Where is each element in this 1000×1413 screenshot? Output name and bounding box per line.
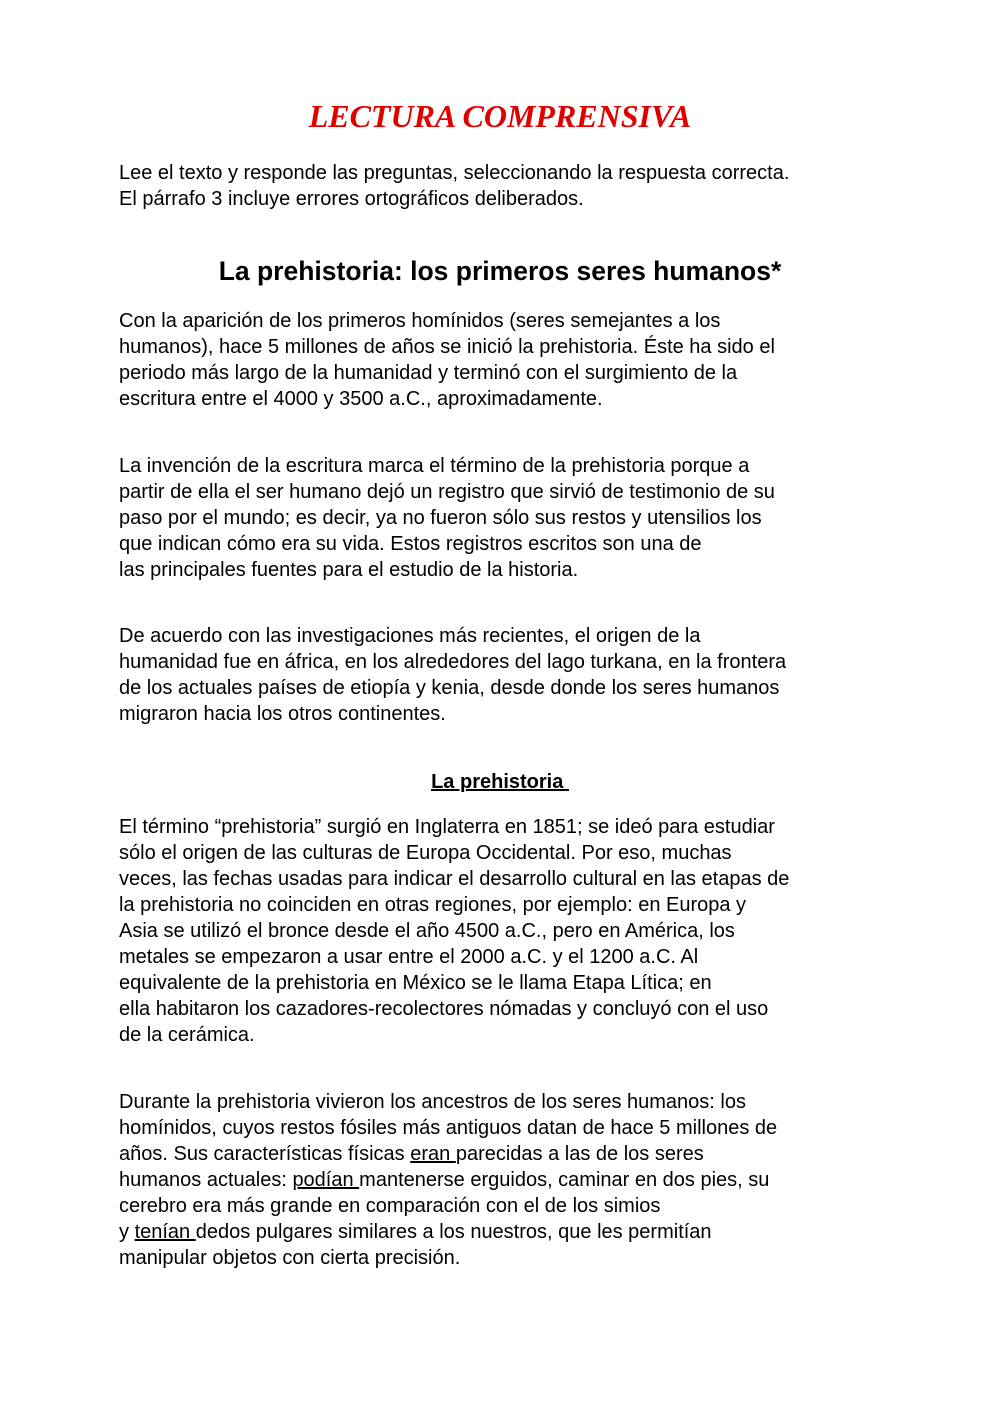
paragraph-line: la prehistoria no coinciden en otras regiones, por ejemplo: en Europa y	[119, 894, 747, 916]
text-segment: mantenerse erguidos, caminar en dos pies, su	[359, 1169, 770, 1191]
paragraph-line: migraron hacia los otros continentes.	[119, 703, 446, 725]
paragraph-line: Durante la prehistoria vivieron los ancestros de los seres humanos: los	[119, 1091, 746, 1113]
text-segment: humanos actuales:	[119, 1169, 293, 1191]
paragraph-line: cerebro era más grande en comparación con el de los simios	[119, 1195, 661, 1217]
worksheet-title: LECTURA COMPRENSIVA	[308, 98, 692, 134]
underlined-word: tenían	[134, 1221, 196, 1243]
paragraph-3	[119, 623, 889, 727]
paragraph-line: humanos), hace 5 millones de años se inició la prehistoria. Éste ha sido el	[119, 336, 775, 358]
paragraph-line: Con la aparición de los primeros homínidos (seres semejantes a los	[119, 310, 721, 332]
paragraph-line: metales se empezaron a usar entre el 2000 a.C. y el 1200 a.C. Al	[119, 946, 699, 968]
text-segment: dedos pulgares similares a los nuestros, que les permitían	[195, 1221, 712, 1243]
paragraph-line: las principales fuentes para el estudio de la historia.	[119, 559, 579, 581]
paragraph-line	[119, 1167, 889, 1193]
paragraph-line: de los actuales países de etiopía y kenia, desde donde los seres humanos	[119, 677, 780, 699]
paragraph-line: escritura entre el 4000 y 3500 a.C., aproximadamente.	[119, 388, 603, 410]
paragraph-line: El término “prehistoria” surgió en Inglaterra en 1851; se ideó para estudiar	[119, 816, 775, 838]
paragraph-line: que indican cómo era su vida. Estos registros escritos son una de	[119, 533, 702, 555]
paragraph-1	[119, 308, 889, 412]
paragraph-line: humanidad fue en áfrica, en los alrededores del lago turkana, en la frontera	[119, 651, 787, 673]
paragraph-line	[119, 1219, 889, 1245]
paragraph-4	[119, 814, 889, 1048]
section-subheading: La prehistoria	[431, 771, 569, 793]
paragraph-line: paso por el mundo; es decir, ya no fueron sólo sus restos y utensilios los	[119, 507, 762, 529]
paragraph-line: manipular objetos con cierta precisión.	[119, 1247, 461, 1269]
paragraph-line	[119, 1141, 889, 1167]
paragraph-line: homínidos, cuyos restos fósiles más antiguos datan de hace 5 millones de	[119, 1117, 778, 1139]
paragraph-line: de la cerámica.	[119, 1024, 255, 1046]
text-segment: y	[119, 1221, 135, 1243]
paragraph-line: partir de ella el ser humano dejó un registro que sirvió de testimonio de su	[119, 481, 775, 503]
underlined-word: podían	[292, 1169, 360, 1191]
paragraph-line: Asia se utilizó el bronce desde el año 4500 a.C., pero en América, los	[119, 920, 735, 942]
paragraph-line: De acuerdo con las investigaciones más recientes, el origen de la	[119, 625, 701, 647]
reading-heading: La prehistoria: los primeros seres humanos*	[218, 256, 782, 286]
paragraph-line: equivalente de la prehistoria en México se le llama Etapa Lítica; en	[119, 972, 712, 994]
underlined-word: eran	[410, 1143, 456, 1165]
instructions-line: Lee el texto y responde las preguntas, seleccionando la respuesta correcta.	[119, 162, 790, 184]
paragraph-line: La invención de la escritura marca el término de la prehistoria porque a	[119, 455, 750, 477]
text-segment: años. Sus características físicas	[119, 1143, 411, 1165]
paragraph-line: sólo el origen de las culturas de Europa Occidental. Por eso, muchas	[119, 842, 732, 864]
instructions-line: El párrafo 3 incluye errores ortográficos deliberados.	[119, 188, 584, 210]
text-segment: parecidas a las de los seres	[455, 1143, 704, 1165]
instructions	[119, 160, 889, 212]
paragraph-line: ella habitaron los cazadores-recolectores nómadas y concluyó con el uso	[119, 998, 769, 1020]
paragraph-2	[119, 453, 889, 583]
paragraph-line: periodo más largo de la humanidad y terminó con el surgimiento de la	[119, 362, 738, 384]
paragraph-5	[119, 1089, 889, 1271]
paragraph-line: veces, las fechas usadas para indicar el desarrollo cultural en las etapas de	[119, 868, 790, 890]
